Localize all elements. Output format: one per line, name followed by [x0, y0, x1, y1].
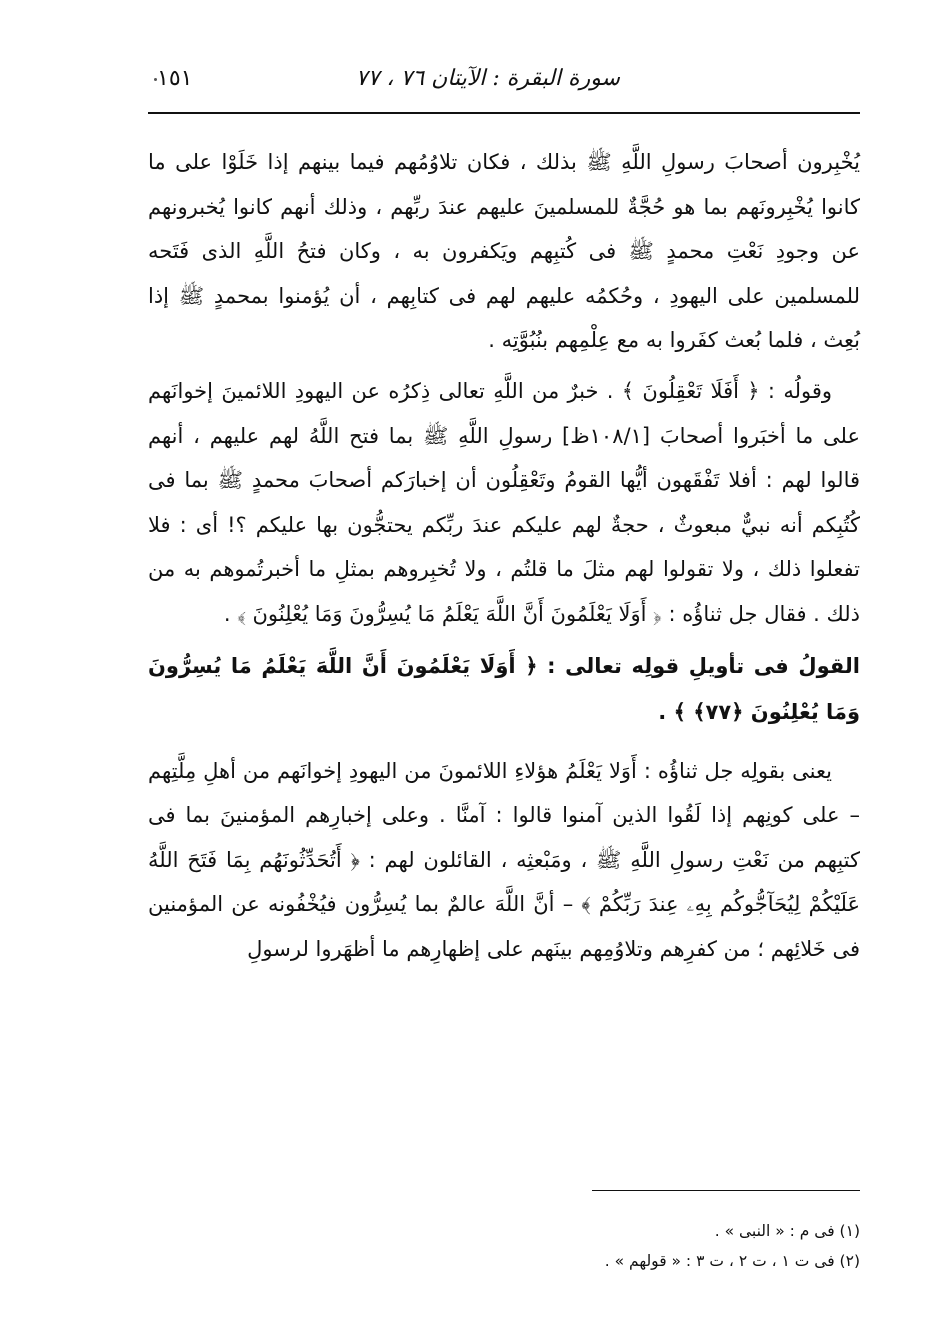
- paragraph-3: [148, 749, 860, 972]
- main-text: [148, 140, 860, 978]
- header-rule: [148, 112, 860, 114]
- paragraph-2-text: وقولُه : ﴿ أَفَلَا تَعْقِلُونَ ﴾ . خبرٌ من اللَّهِ تعالى ذِكرُه عن اليهودِ اللائمينَ إخوانَهم على ما أخبَروا أصحابَ [١٠٨/١ظ] رسولِ اللَّهِ ﷺ بما فتح اللَّهُ لهم عليهم ، أنهم قالوا لهم : أفلا تَفْقَهون أيُّها القومُ وتَعْقِلُون أن إخبارَكم أصحابَ محمدٍ ﷺ بما فى كُتُبِكم أنه نبيٌّ مبعوثٌ ، حجةٌ لهم عليكم عندَ ربِّكم يحتجُّون بها عليكم ؟! أى : فلا تفعلوا ذلك ، ولا تقولوا لهم مثلَ ما قلتُم ، ولا تُخبِروهم بمثلِ ما أخبرتُموهم به من ذلك . فقال جل ثناؤُه : ﴿ أَوَلَا يَعْلَمُونَ أَنَّ اللَّهَ يَعْلَمُ مَا يُسِرُّونَ وَمَا يُعْلِنُونَ ﴾ .: [148, 378, 860, 626]
- page-number-text: ١٥١: [157, 66, 193, 91]
- running-title: سورة البقرة : الآيتان ٧٦ ، ٧٧: [355, 66, 620, 91]
- footnote-1: (١) فى م : « النبى » .: [714, 1222, 860, 1240]
- footnote-rule: [592, 1190, 860, 1191]
- section-heading: القولُ فى تأويلِ قولِه تعالى : ﴿ أَوَلَا يَعْلَمُونَ أَنَّ اللَّهَ يَعْلَمُ مَا يُسِرُّونَ وَمَا يُعْلِنُونَ ﴿٧٧﴾ ﴾ .: [148, 653, 860, 724]
- page-number: [148, 66, 192, 91]
- page-header: [148, 62, 860, 104]
- paragraph-1: يُخْبِرون أصحابَ رسولِ اللَّهِ ﷺ بذلك ، فكان تلاوُمُهم فيما بينهم إذا خَلَوْا على ما كانوا يُخْبِرونَهم بما هو حُجَّةٌ للمسلمينَ عليهم عندَ ربِّهم ، وذلك أنهم كانوا يُخبرونهم عن وجودِ نَعْتِ محمدٍ ﷺ فى كُتبِهم ويَكفرون به ، وكان فتحُ اللَّهِ الذى فَتَحه للمسلمين على اليهودِ ، وحُكمُه عليهم لهم فى كتابِهم ، أن يُؤمنوا بمحمدٍ ﷺ إذا بُعِث ، فلما بُعث كفَروا به مع عِلْمِهم بنُبُوَّتِه .: [148, 150, 860, 353]
- footnote-2: (٢) فى ت ١ ، ت ٢ ، ت ٣ : « قولهم » .: [604, 1252, 860, 1270]
- paragraph-2: [148, 369, 860, 637]
- footnotes: [148, 1216, 860, 1276]
- paragraph-3-text: يعنى بقولِه جل ثناؤُه : أَوَلا يَعْلَمُ هؤلاءِ اللائمونَ من اليهودِ إخوانَهم من أهلِ مِلَّتِهم – على كونِهم إذا لَقُوا الذين آمنوا قالوا : آمنَّا . وعلى إخبارِهم المؤمنينَ بما فى كتبِهم من نَعْتِ رسولِ اللَّهِ ﷺ ، ومَبْعثِه ، القائلون لهم : ﴿ أَتُحَدِّثُونَهُم بِمَا فَتَحَ اللَّهُ عَلَيْكُمْ لِيُحَآجُّوكُم بِهِۦ عِندَ رَبِّكُمْ ﴾ – أنَّ اللَّهَ عالمٌ بما يُسِرُّون فيُخْفُونه عن المؤمنين فى خَلائِهم ؛ من كفرِهم وتلاوُمِهم بينَهم على إظهارِهم ما أظهَروا لرسولِ: [148, 758, 860, 961]
